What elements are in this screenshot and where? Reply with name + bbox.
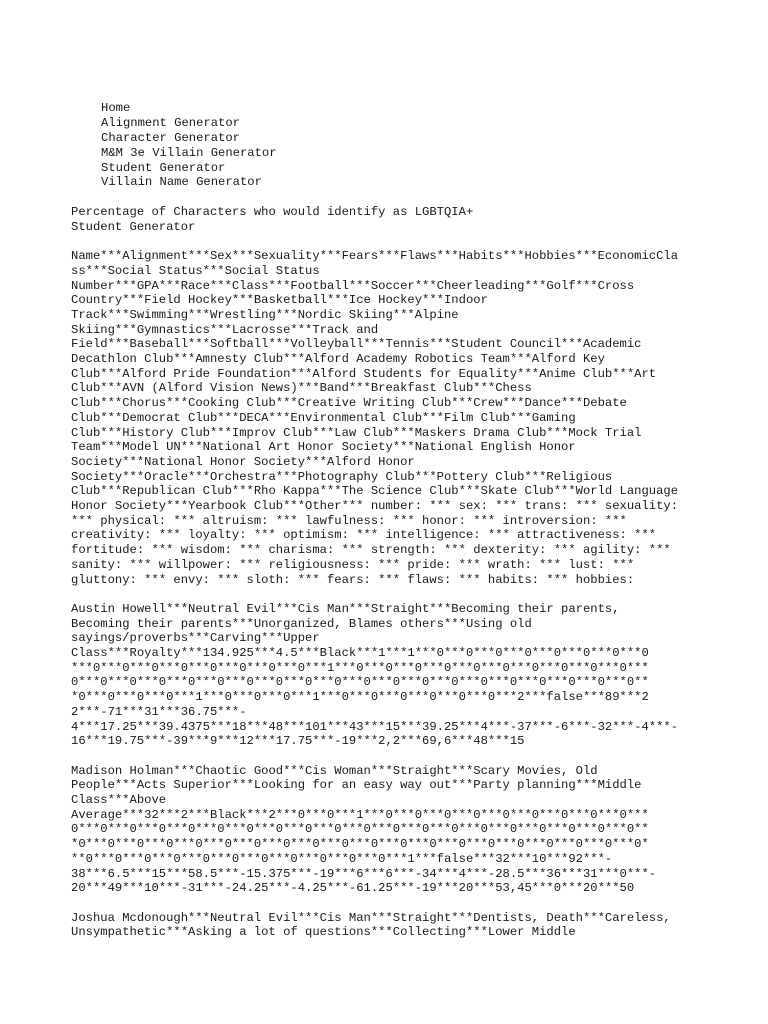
- nav-link-home[interactable]: Home: [101, 101, 131, 115]
- nav-link-villain-name-generator[interactable]: Villain Name Generator: [101, 175, 262, 190]
- text-line: 4***17.25***39.4375***18***48***101***43***15***39.25***4***-37***-6***-32***-4***-: [71, 719, 679, 734]
- text-line: Society***Oracle***Orchestra***Photography Club***Pottery Club***Religious: [71, 469, 613, 484]
- nav-link-student-generator[interactable]: Student Generator: [101, 160, 226, 175]
- text-line: Club***Alford Pride Foundation***Alford Students for Equality***Anime Club***Art: [71, 366, 657, 381]
- text-block-student-austin-howell: [71, 602, 699, 749]
- text-line: creativity: *** loyalty: *** optimism: *** intelligence: *** attractiveness: ***: [71, 528, 657, 543]
- text-line: Skiing***Gymnastics***Lacrosse***Track and: [71, 322, 379, 337]
- text-line: 20***49***10***-31***-24.25***-4.25***-61.25***-19***20***53,45***0***20***50: [71, 881, 635, 896]
- text-line: 0***0***0***0***0***0***0***0***0***0***0***0***0***0***0***0***0***0***0***0**: [71, 675, 649, 690]
- text-line: 38***6.5***15***58.5***-15.375***-19***6***6***-34***4***-28.5***36***31***0***-: [71, 866, 657, 881]
- nav-link-alignment-generator[interactable]: Alignment Generator: [101, 115, 240, 130]
- text-line: Track***Swimming***Wrestling***Nordic Skiing***Alpine: [71, 307, 459, 322]
- text-line: Club***Chorus***Cooking Club***Creative Writing Club***Crew***Dance***Debate: [71, 396, 627, 411]
- text-line: Madison Holman***Chaotic Good***Cis Woman***Straight***Scary Movies, Old: [71, 763, 598, 778]
- text-line: *0***0***0***0***0***0***0***0***0***0***0***0***0***0***0***0***0***0***0***0*: [71, 837, 649, 852]
- text-line: Team***Model UN***National Art Honor Society***National English Honor: [71, 440, 576, 455]
- nav-link-villain-generator[interactable]: M&M 3e Villain Generator: [101, 145, 277, 160]
- text-line: Country***Field Hockey***Basketball***Ice Hockey***Indoor: [71, 293, 488, 308]
- site-nav: [101, 101, 277, 190]
- text-line: Becoming their parents***Unorganized, Blames others***Using old: [71, 616, 532, 631]
- text-line: Club***Republican Club***Rho Kappa***The Science Club***Skate Club***World Language: [71, 484, 679, 499]
- text-line: Club***AVN (Alford Vision News)***Band***Breakfast Club***Chess: [71, 381, 532, 396]
- text-line: sayings/proverbs***Carving***Upper: [71, 631, 320, 646]
- text-line: People***Acts Superior***Looking for an easy way out***Party planning***Middle: [71, 778, 642, 793]
- document-body: [71, 205, 699, 955]
- text-line: Field***Baseball***Softball***Volleyball***Tennis***Student Council***Academic: [71, 337, 642, 352]
- text-line: gluttony: *** envy: *** sloth: *** fears: *** flaws: *** habits: *** hobbies:: [71, 572, 635, 587]
- text-line: Club***Democrat Club***DECA***Environmental Club***Film Club***Gaming: [71, 410, 576, 425]
- text-line: Average***32***2***Black***2***0***0***1***0***0***0***0***0***0***0***0***0***: [71, 807, 649, 822]
- text-line: **0***0***0***0***0***0***0***0***0***0***0***1***false***32***10***92***-: [71, 851, 613, 866]
- text-line: Joshua Mcdonough***Neutral Evil***Cis Man***Straight***Dentists, Death***Careless,: [71, 910, 671, 925]
- text-line: 0***0***0***0***0***0***0***0***0***0***0***0***0***0***0***0***0***0***0***0**: [71, 822, 649, 837]
- text-line: fortitude: *** wisdom: *** charisma: *** strength: *** dexterity: *** agility: ***: [71, 543, 671, 558]
- text-line: Austin Howell***Neutral Evil***Cis Man***Straight***Becoming their parents,: [71, 601, 620, 616]
- text-line: 16***19.75***-39***9***12***17.75***-19***2,2***69,6***48***15: [71, 734, 525, 749]
- text-block-student-joshua-mcdonough: [71, 911, 699, 940]
- text-line: Class***Above: [71, 793, 167, 808]
- text-line: sanity: *** willpower: *** religiousness: *** pride: *** wrath: *** lust: ***: [71, 557, 635, 572]
- text-line: Percentage of Characters who would identify as LGBTQIA+: [71, 205, 474, 219]
- text-line: Society***National Honor Society***Alford Honor: [71, 454, 415, 469]
- text-line: Student Generator: [71, 219, 196, 234]
- text-line: Class***Royalty***134.925***4.5***Black***1***1***0***0***0***0***0***0***0***0: [71, 646, 649, 661]
- text-line: Honor Society***Yearbook Club***Other*** number: *** sex: *** trans: *** sexuality:: [71, 499, 679, 514]
- text-line: Number***GPA***Race***Class***Football***Soccer***Cheerleading***Golf***Cross: [71, 278, 635, 293]
- text-line: Club***History Club***Improv Club***Law Club***Maskers Drama Club***Mock Trial: [71, 425, 642, 440]
- text-line: Unsympathetic***Asking a lot of questions***Collecting***Lower Middle: [71, 925, 576, 940]
- text-line: *** physical: *** altruism: *** lawfulness: *** honor: *** introversion: ***: [71, 513, 627, 528]
- text-line: 2***-71***31***36.75***-: [71, 704, 247, 719]
- text-line: ***0***0***0***0***0***0***0***0***1***0***0***0***0***0***0***0***0***0***0***: [71, 660, 649, 675]
- text-block-heading: [71, 205, 699, 234]
- text-line: Decathlon Club***Amnesty Club***Alford Academy Robotics Team***Alford Key: [71, 352, 605, 367]
- text-block-header: [71, 249, 699, 587]
- text-line: *0***0***0***0***1***0***0***0***1***0***0***0***0***0***0***2***false***89***2: [71, 690, 649, 705]
- text-line: Name***Alignment***Sex***Sexuality***Fears***Flaws***Habits***Hobbies***EconomicCla: [71, 249, 679, 264]
- text-line: ss***Social Status***Social Status: [71, 263, 320, 278]
- text-block-student-madison-holman: [71, 764, 699, 896]
- nav-link-character-generator[interactable]: Character Generator: [101, 130, 240, 145]
